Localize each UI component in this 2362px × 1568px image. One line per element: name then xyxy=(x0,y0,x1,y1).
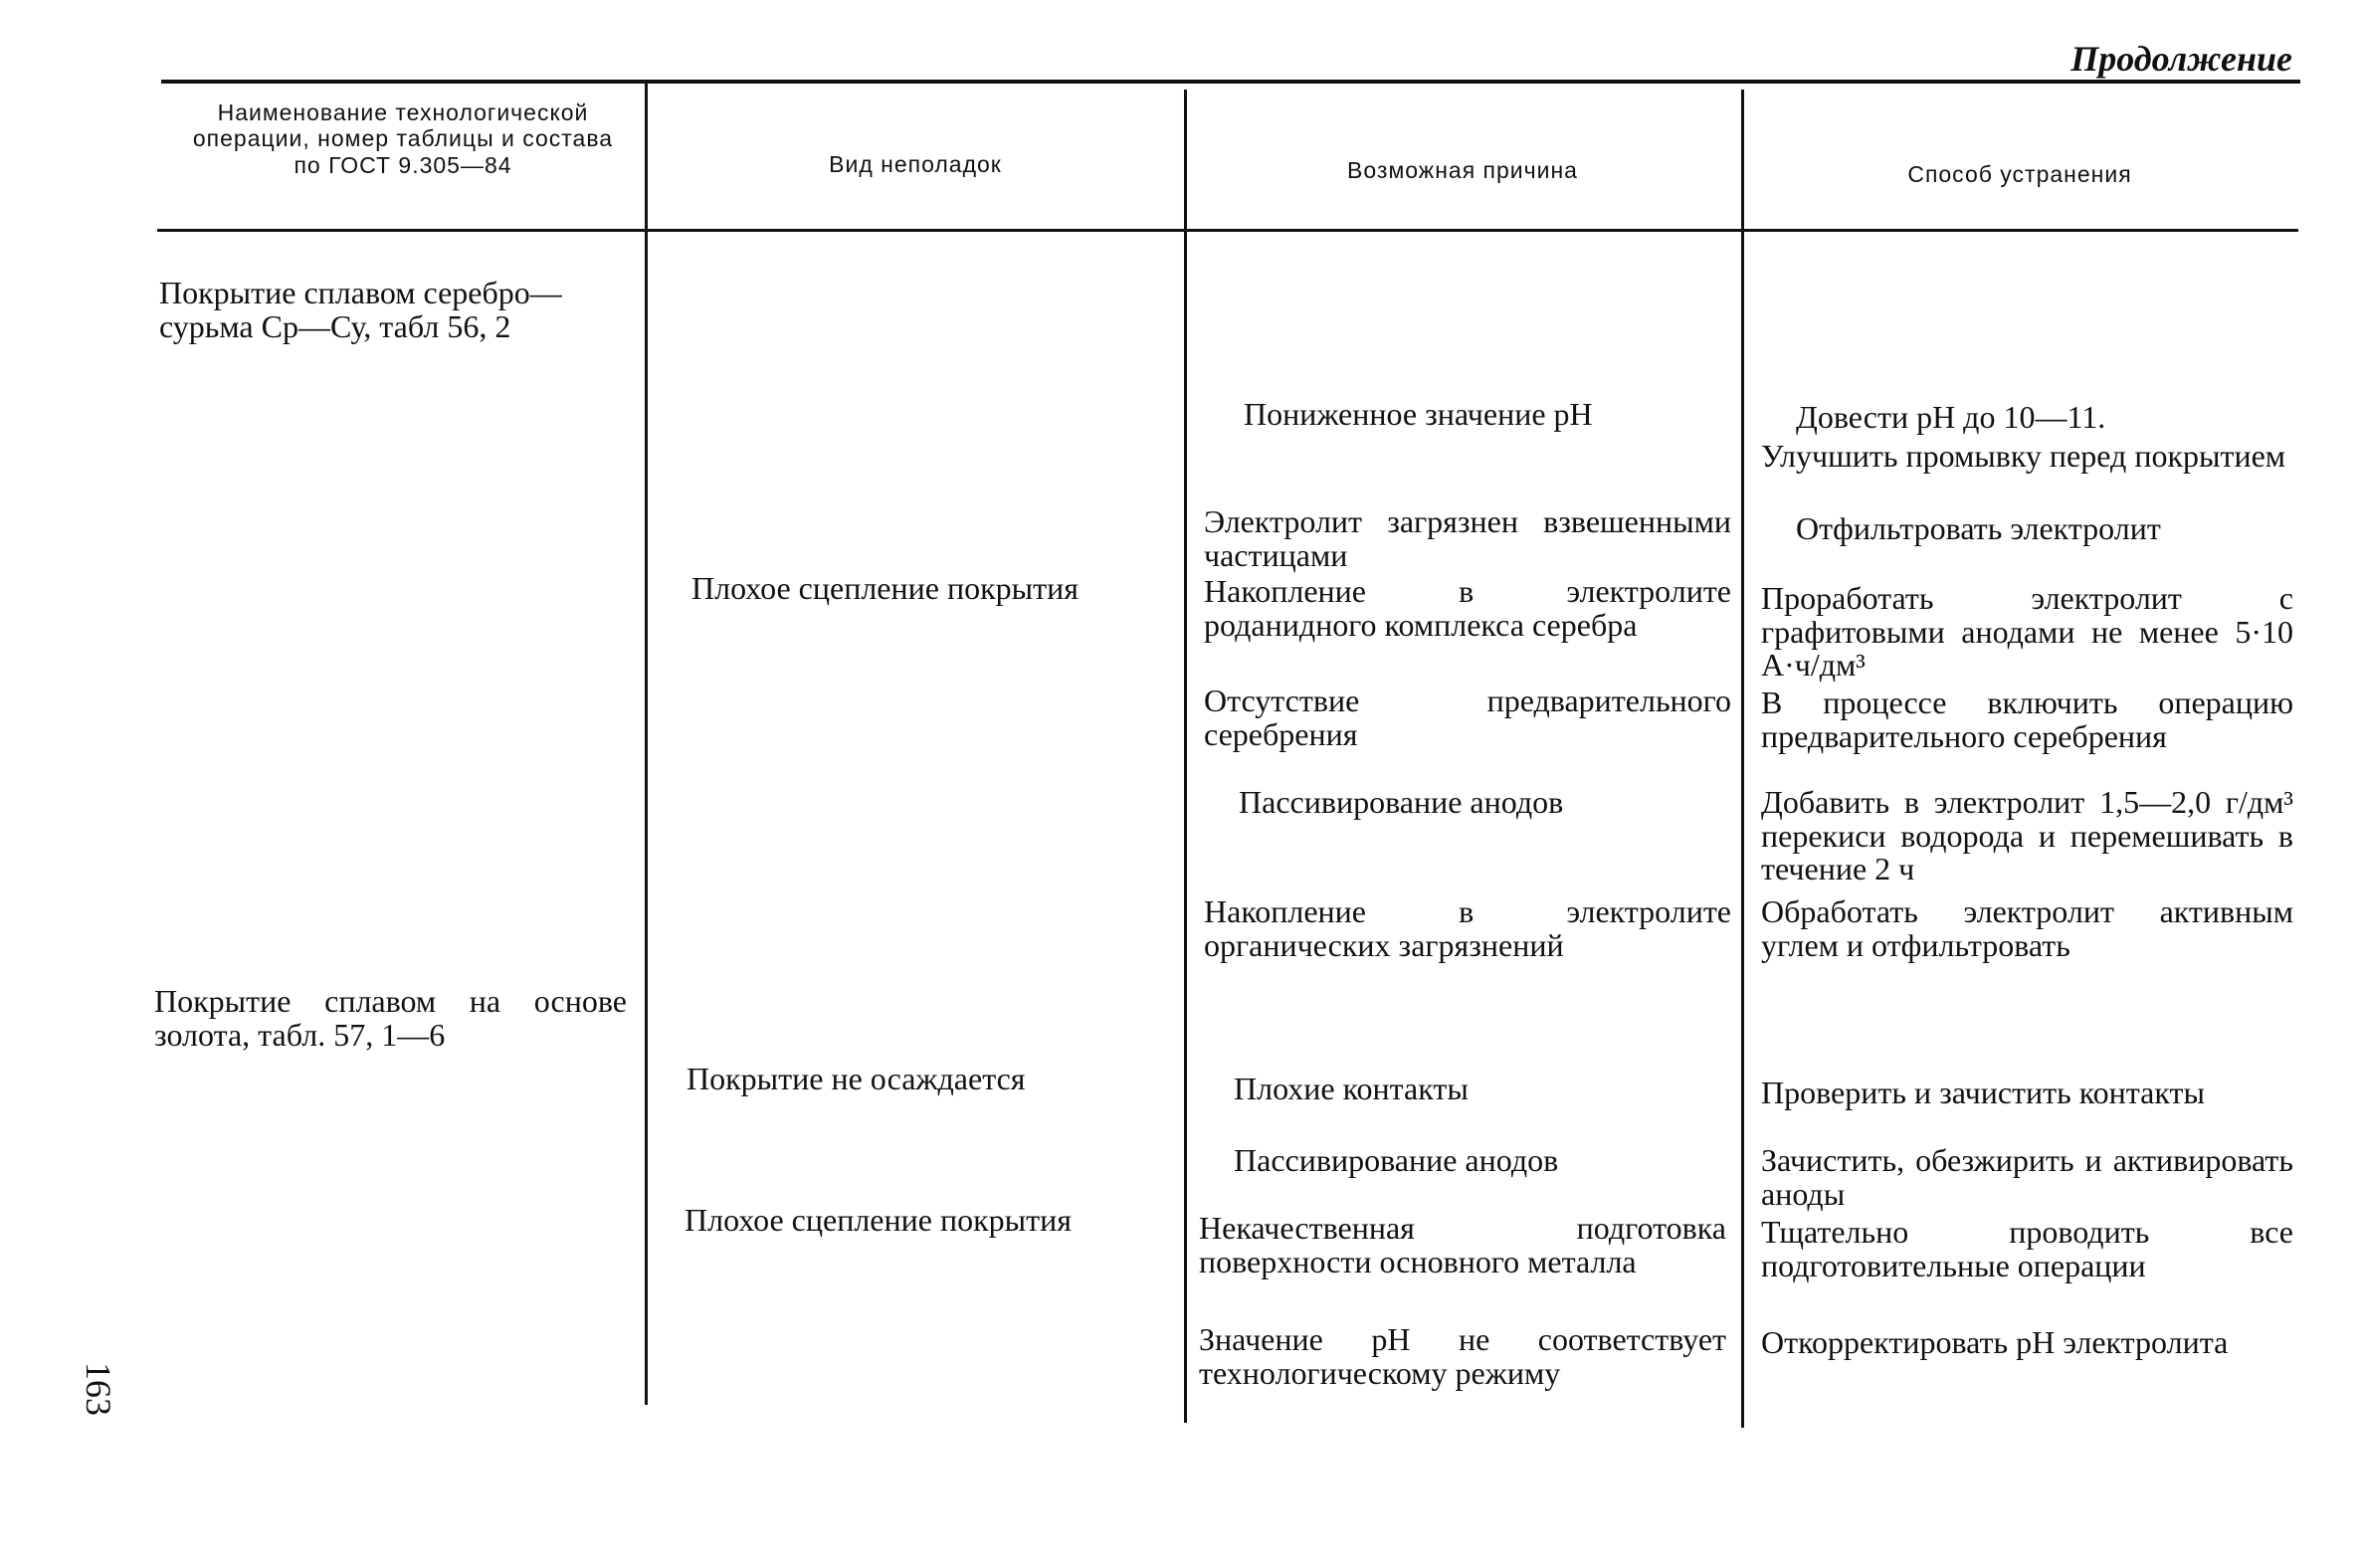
remedy-adjust-ph: Довести рН до 10—11. xyxy=(1796,399,2106,435)
column-divider-3 xyxy=(1741,90,1744,1428)
table-top-rule xyxy=(161,80,2300,84)
remedy-graphite-anodes: Проработать электролит с графитовыми анодами не менее 5·10 А·ч/дм³ xyxy=(1761,580,2293,684)
remedy-thorough-prep: Тщательно проводить все подготовительные операции xyxy=(1761,1214,2293,1283)
cause-bad-contacts: Плохие контакты xyxy=(1234,1071,1469,1106)
cause-no-preliminary-silvering: Отсутствие предварительного серебрения xyxy=(1204,683,1731,752)
header-possible-cause: Возможная причина xyxy=(1347,157,1578,183)
operation-gold-alloy: Покрытие сплавом на основе золота, табл. 57, 1—6 xyxy=(154,983,627,1053)
operation-silver-antimony: Покрытие сплавом серебро—сурьма Ср—Су, табл 56, 2 xyxy=(159,275,562,344)
cause-poor-surface-prep: Некачественная подготовка поверхности основного металла xyxy=(1199,1210,1726,1279)
column-divider-2 xyxy=(1184,90,1187,1423)
defect-poor-adhesion-1: Плохое сцепление покрытия xyxy=(691,570,1079,606)
remedy-check-contacts: Проверить и зачистить контакты xyxy=(1761,1075,2205,1110)
cause-anode-passivation-2: Пассивирование анодов xyxy=(1234,1142,1559,1178)
defect-no-deposit: Покрытие не осаждается xyxy=(687,1061,1026,1096)
cause-low-ph: Пониженное значение рН xyxy=(1244,396,1593,432)
cause-thiocyanate-complex: Накопление в электролите роданидного комплекса серебра xyxy=(1204,573,1731,643)
column-divider-1 xyxy=(645,82,648,1405)
remedy-improve-rinsing: Улучшить промывку перед покрытием xyxy=(1761,438,2286,474)
cause-organic-contamination: Накопление в электролите органических загрязнений xyxy=(1204,893,1731,963)
cause-suspended-particles: Электролит загрязнен взвешенными частицами xyxy=(1204,503,1731,573)
cause-ph-mismatch: Значение рН не соответствует технологическому режиму xyxy=(1199,1321,1726,1391)
header-defect-type: Вид неполадок xyxy=(829,151,1002,177)
header-operation: Наименование технологической операции, номер таблицы и состава по ГОСТ 9.305—84 xyxy=(192,99,614,178)
remedy-hydrogen-peroxide: Добавить в электролит 1,5—2,0 г/дм³ перекиси водорода и перемешивать в течение 2 ч xyxy=(1761,784,2293,887)
remedy-filter-electrolyte: Отфильтровать электролит xyxy=(1796,510,2161,546)
remedy-clean-anodes: Зачистить, обезжирить и активировать аноды xyxy=(1761,1142,2293,1212)
header-remedy: Способ устранения xyxy=(1907,161,2132,187)
remedy-activated-carbon: Обработать электролит активным углем и отфильтровать xyxy=(1761,893,2293,963)
defect-poor-adhesion-2: Плохое сцепление покрытия xyxy=(685,1202,1072,1238)
cause-anode-passivation-1: Пассивирование анодов xyxy=(1239,784,1564,820)
continuation-label: Продолжение xyxy=(2070,39,2292,79)
remedy-add-preliminary-silvering: В процессе включить операцию предварительного серебрения xyxy=(1761,685,2293,754)
page-number: 163 xyxy=(79,1362,118,1416)
remedy-correct-ph: Откорректировать рН электролита xyxy=(1761,1324,2229,1360)
header-bottom-rule xyxy=(157,229,2298,232)
